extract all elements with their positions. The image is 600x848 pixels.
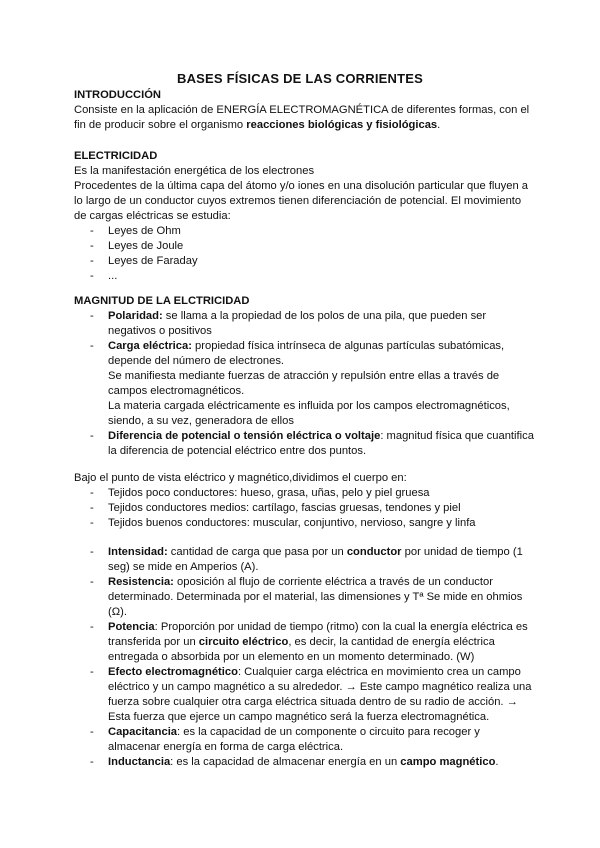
list-item-resistencia	[74, 575, 534, 620]
list-item-potencia	[74, 620, 534, 665]
intensidad-term: Intensidad:	[108, 546, 168, 558]
electricidad-section	[74, 149, 534, 284]
carga-text-3: La materia cargada eléctricamente es influida por los campos electromagnéticos, siendo, a su vez, generadora de ellos	[108, 400, 510, 427]
efecto-text: : Cualquier carga eléctrica en movimiento crea un campo eléctrico y un campo magnético a su alrededor. → Este campo magnético realiza una fuerza sobre cualquier otra carga eléctrica situada dentro de su radio de acción. → Esta fuerza que ejerce un campo magnético será la fuerza electromagnética.	[108, 666, 532, 723]
list-item: - Tejidos poco conductores: hueso, grasa, uñas, pelo y piel gruesa	[74, 486, 534, 501]
inductancia-text: : es la capacidad de almacenar energía en un	[170, 756, 401, 768]
list-item-efecto	[74, 665, 534, 725]
tejidos-list	[74, 486, 534, 531]
polaridad-text: se llama a la propiedad de los polos de una pila, que pueden ser negativos o positivos	[108, 310, 487, 337]
list-item-capacitancia	[74, 725, 534, 755]
electricidad-heading: ELECTRICIDAD	[74, 150, 158, 162]
magnitud-section	[74, 294, 534, 459]
intensidad-text-end: por unidad de tiempo (1 seg) se mide en Amperios (A).	[108, 546, 523, 573]
list-item-inductancia	[74, 755, 534, 770]
inductancia-term: Inductancia	[108, 756, 171, 768]
intro-text-end: .	[437, 119, 441, 131]
efecto-term: Efecto electromagnético	[108, 666, 238, 678]
document-title: BASES FÍSICAS DE LAS CORRIENTES	[176, 71, 423, 86]
resistencia-text: oposición al flujo de corriente eléctrica a través de un conductor determinado. Determinada por el material, las dimensiones y Tª Se mide en ohmios (Ω).	[108, 576, 523, 618]
carga-term: Carga eléctrica:	[108, 340, 192, 352]
diferencia-term: Diferencia de potencial o tensión eléctrica o voltaje	[108, 430, 381, 442]
diferencia-text: : magnitud física que cuantifica la diferencia de potencial eléctrico entre dos puntos.	[108, 430, 534, 457]
resistencia-term: Resistencia:	[108, 576, 174, 588]
inductancia-bold: campo magnético	[400, 756, 496, 768]
intro-section	[74, 88, 534, 133]
intensidad-text: cantidad de carga que pasa por un	[167, 546, 347, 558]
potencia-bold: circuito eléctrico	[198, 636, 289, 648]
electricidad-line1: Es la manifestación energética de los electrones	[74, 165, 315, 177]
capacitancia-term: Capacitancia	[108, 726, 178, 738]
list-item-diferencia	[74, 429, 534, 459]
magnitud-list	[74, 309, 534, 459]
potencia-text-end: , es decir, la cantidad de energía eléctrica entregada o absorbida por un elemento en un momento determinado. (W)	[108, 636, 495, 663]
list-item: - ...	[74, 269, 534, 284]
potencia-term: Potencia	[108, 621, 155, 633]
conceptos-section	[74, 545, 534, 770]
polaridad-term: Polaridad:	[108, 310, 163, 322]
list-item-intensidad	[74, 545, 534, 575]
list-item: - Tejidos buenos conductores: muscular, conjuntivo, nervioso, sangre y linfa	[74, 516, 534, 531]
list-item: - Leyes de Ohm	[74, 224, 534, 239]
capacitancia-text: : es la capacidad de un componente o circuito para recoger y almacenar energía en forma de carga eléctrica.	[108, 726, 480, 753]
leyes-list	[74, 224, 534, 284]
carga-text-2: Se manifiesta mediante fuerzas de atracción y repulsión entre ellas a través de campos electromagnéticos.	[108, 370, 500, 397]
intro-text: Consiste en la aplicación de ENERGÍA ELECTROMAGNÉTICA de diferentes formas, con el fin de producir sobre el organismo	[74, 104, 530, 131]
list-item-carga	[74, 339, 534, 429]
electricidad-line2: Procedentes de la última capa del átomo y/o iones en una disolución particular que fluyen a lo largo de un conductor cuyos extremos tienen diferenciación de potencial. El movimiento de cargas eléctricas se estudia:	[74, 180, 529, 222]
list-item: - Leyes de Faraday	[74, 254, 534, 269]
intro-bold-text: reacciones biológicas y fisiológicas	[246, 119, 438, 131]
intro-heading: INTRODUCCIÓN	[74, 89, 162, 101]
carga-text: propiedad física intrínseca de algunas partículas subatómicas, depende del número de electrones.	[108, 340, 505, 367]
list-item: - Leyes de Joule	[74, 239, 534, 254]
intro-paragraph	[74, 103, 534, 133]
conceptos-list	[74, 545, 534, 770]
potencia-text: : Proporción por unidad de tiempo (ritmo) con la cual la energía eléctrica es transferida por un	[108, 621, 528, 648]
list-item-polaridad	[74, 309, 534, 339]
cuerpo-section	[74, 471, 534, 531]
intensidad-bold: conductor	[346, 546, 402, 558]
magnitud-heading: MAGNITUD DE LA ELCTRICIDAD	[74, 295, 250, 307]
list-item: - Tejidos conductores medios: cartílago, fascias gruesas, tendones y piel	[74, 501, 534, 516]
cuerpo-intro: Bajo el punto de vista eléctrico y magnético,dividimos el cuerpo en:	[74, 472, 407, 484]
inductancia-text-end: .	[495, 756, 499, 768]
